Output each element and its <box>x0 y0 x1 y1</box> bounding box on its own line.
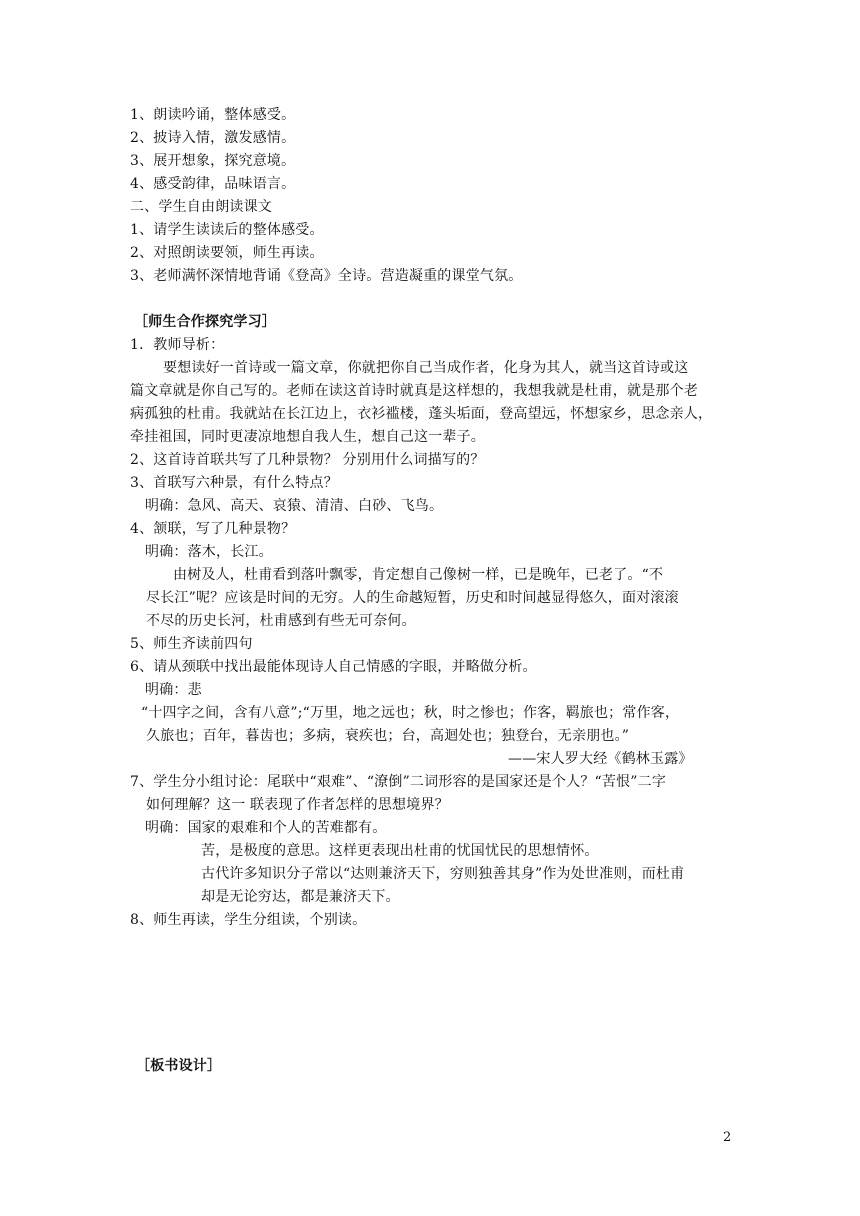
question-3: 3、首联写六种景，有什么特点？ <box>130 475 338 491</box>
teacher-guide-line-3: 病孤独的杜甫。我就站在长江边上，衣衫褴楼，蓬头垢面，登高望远，怀想家乡，思念亲人， <box>130 406 713 422</box>
teacher-guide-line-1: 要想读好一首诗或一篇文章，你就把你自己当成作者，化身为其人，就当这首诗或这 <box>163 360 689 376</box>
question-7-line-2: 如何理解？这一 联表现了作者怎样的思想境界？ <box>146 797 449 813</box>
question-5: 5、师生齐读前四句 <box>130 636 253 652</box>
page-number: 2 <box>723 1130 732 1145</box>
list2-item-1: 1、请学生读读后的整体感受。 <box>130 222 324 238</box>
quote-source: ——宋人罗大经《鹤林玉露》 <box>508 751 693 767</box>
answer-4: 明确：落木，长江。 <box>145 544 273 560</box>
answer-6: 明确：悲 <box>145 682 202 698</box>
list2-item-3: 3、老师满怀深情地背诵《登高》全诗。营造凝重的课堂气氛。 <box>130 268 523 284</box>
question-8: 8、师生再读，学生分组读，个别读。 <box>130 912 367 928</box>
list2-item-2: 2、对照朗读要领，师生再读。 <box>130 245 324 261</box>
question-4: 4、颔联，写了几种景物？ <box>130 521 296 537</box>
list1-item-1: 1、朗读吟诵，整体感受。 <box>130 107 296 123</box>
answer-4-detail-line-2: 尽长江”呢？应该是时间的无穷。人的生命越短暂，历史和时间越显得悠久，面对滚滚 <box>146 590 679 606</box>
heading-coop-study: ［师生合作探究学习］ <box>134 314 276 330</box>
answer-4-detail-line-1: 由树及人，杜甫看到落叶飘零，肯定想自己像树一样，已是晚年，已老了。“不 <box>173 567 664 583</box>
teacher-guide-line-2: 篇文章就是你自己写的。老师在读这首诗时就真是这样想的，我想我就是杜甫，就是那个老 <box>130 383 698 399</box>
list1-item-4: 4、感受韵律，品味语言。 <box>130 176 296 192</box>
teacher-guide-label: 1．教师导析： <box>130 337 225 353</box>
answer-7: 明确：国家的艰难和个人的苦难都有。 <box>145 820 387 836</box>
teacher-guide-line-4: 牵挂祖国，同时更凄凉地想自我人生，想自己这一辈子。 <box>130 429 485 445</box>
list1-item-3: 3、展开想象，探究意境。 <box>130 153 296 169</box>
answer-3: 明确：急风、高天、哀猿、清清、白砂、飞鸟。 <box>145 498 444 514</box>
answer-7-detail-1: 苦，是极度的意思。这样更表现出杜甫的忧国忧民的思想情怀。 <box>201 843 599 859</box>
heading-board-design: ［板书设计］ <box>136 1058 222 1074</box>
answer-4-detail-line-3: 不尽的历史长河，杜甫感到有些无可奈何。 <box>146 613 416 629</box>
quote-line-2: 久旅也；百年，暮齿也；多病，衰疾也；台，高迴处也；独登台，无亲朋也。” <box>146 728 630 744</box>
quote-line-1: “十四字之间，含有八意”;“万里，地之远也；秋，时之惨也；作客，羁旅也；常作客， <box>141 705 680 721</box>
question-6: 6、请从颈联中找出最能体现诗人自己情感的字眼，并略做分析。 <box>130 659 537 675</box>
answer-7-detail-2-line-1: 古代许多知识分子常以“达则兼济天下，穷则独善其身”作为处世准则，而杜甫 <box>201 866 685 882</box>
answer-7-detail-2-line-2: 却是无论穷达，都是兼济天下。 <box>201 889 400 905</box>
list1-item-2: 2、披诗入情，激发感情。 <box>130 130 296 146</box>
question-2: 2、这首诗首联共写了几种景物？ 分别用什么词描写的？ <box>130 452 485 468</box>
section2-title: 二、学生自由朗读课文 <box>130 199 272 215</box>
question-7-line-1: 7、学生分小组讨论：尾联中“艰难”、“潦倒”二词形容的是国家还是个人？“苦恨”二字 <box>130 774 667 790</box>
